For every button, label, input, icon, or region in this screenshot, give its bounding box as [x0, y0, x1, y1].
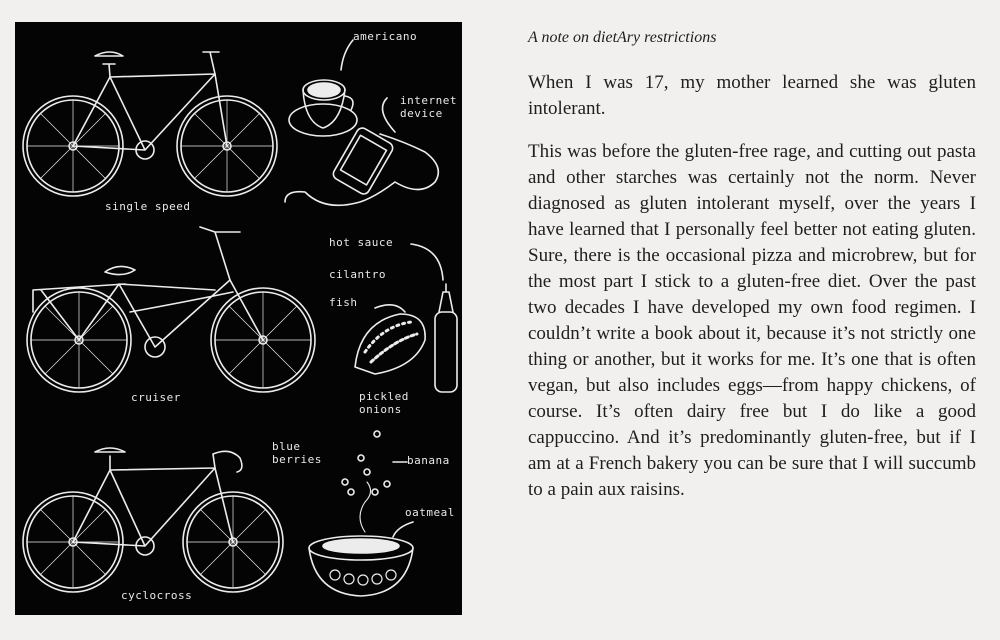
cyclocross-label: cyclocross: [121, 589, 193, 602]
cilantro-label: cilantro: [329, 268, 386, 281]
banana-label: banana: [407, 454, 450, 467]
cruiser-label: cruiser: [131, 391, 181, 404]
blue-berries-label: blue berries: [272, 440, 322, 466]
single-speed-bike-drawing: [23, 52, 277, 196]
chalkboard-illustration: [15, 22, 462, 615]
pickled-onions-label: pickled onions: [359, 390, 409, 416]
internet-device-label: internet device: [400, 94, 457, 120]
single-speed-label: single speed: [105, 200, 191, 213]
article-heading: A note on dietAry restrictions: [528, 29, 717, 46]
fish-label: fish: [329, 296, 358, 309]
article-text: [528, 26, 976, 520]
cyclocross-bike-drawing: [23, 448, 283, 592]
americano-label: americano: [353, 30, 418, 43]
americano-cup-drawing: [289, 40, 357, 136]
hot-sauce-label: hot sauce: [329, 236, 394, 249]
fish-taco-drawing: [355, 305, 425, 374]
cruiser-bike-drawing: [27, 227, 315, 392]
paragraph-2: This was before the gluten-free rage, and cutting out pasta and other starches was certainly not the norm. Never diagnosed as gluten intolerant myself, over the years I have learned that I personally feel better not eating gluten. Sure, there is the occasional pizza and microbrew, but for the most part I stick to a gluten-free diet. Over the past two decades I have developed my own food regimen. I couldn’t write a book about it, because it’s not strictly one thing or another, but it works for me. It’s one that is often vegan, but also includes eggs—from happy chickens, of course. It’s often dairy free but I do like a good cappuccino. And it’s predominantly gluten-free, but if I am at a French bakery you can be sure that I will succumb to a pain aux raisins.: [528, 141, 976, 500]
oatmeal-label: oatmeal: [405, 506, 455, 519]
paragraph-1: When I was 17, my mother learned she was gluten intolerant.: [528, 72, 976, 119]
